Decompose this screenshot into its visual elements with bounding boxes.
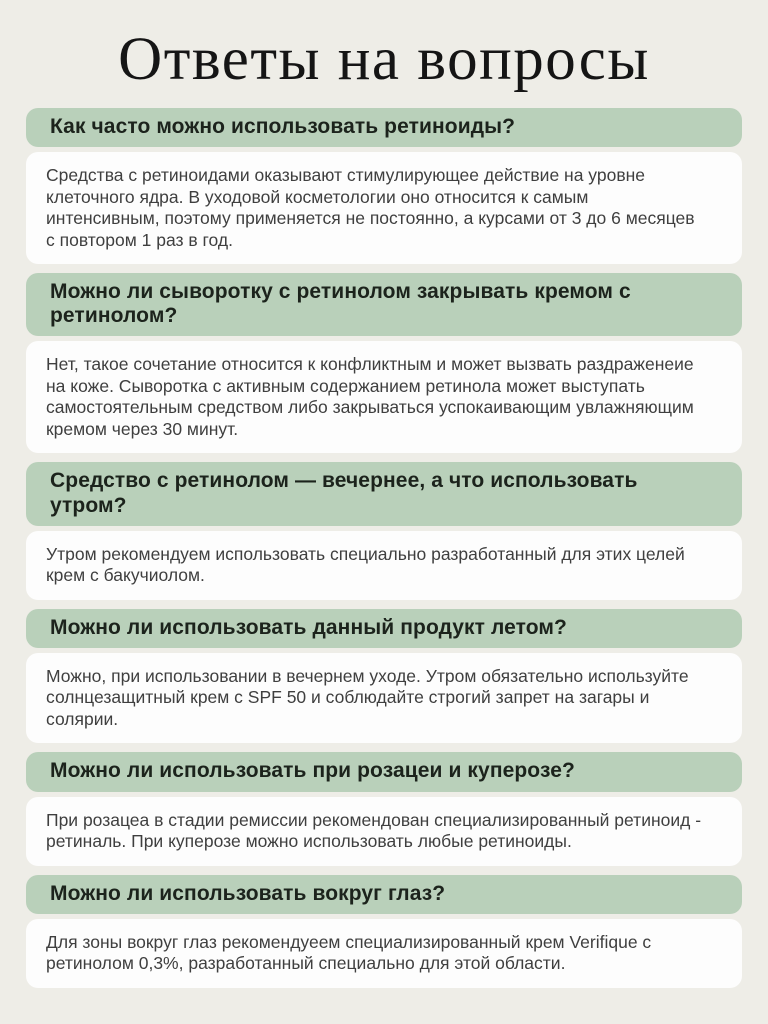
question-bar: Можно ли использовать вокруг глаз? xyxy=(26,875,742,914)
question-bar: Можно ли сыворотку с ретинолом закрывать кремом с ретинолом? xyxy=(26,273,742,336)
faq-item xyxy=(26,752,742,874)
faq-item xyxy=(26,875,742,997)
faq-item xyxy=(26,273,742,462)
faq-item xyxy=(26,108,742,273)
answer-card: Можно, при использовании в вечернем уходе. Утром обязательно используйте солнцезащитный крем с SPF 50 и соблюдайте строгий запрет на загары и солярии. xyxy=(26,653,742,744)
question-bar: Средство с ретинолом — вечернее, а что использовать утром? xyxy=(26,462,742,525)
faq-item xyxy=(26,462,742,608)
answer-card: Утром рекомендуем использовать специально разработанный для этих целей крем с бакучиолом. xyxy=(26,531,742,600)
question-bar: Можно ли использовать данный продукт летом? xyxy=(26,609,742,648)
question-bar: Можно ли использовать при розацеи и куперозе? xyxy=(26,752,742,791)
faq-list xyxy=(0,108,768,997)
page-title: Ответы на вопросы xyxy=(118,26,650,93)
answer-card: Для зоны вокруг глаз рекомендуеем специализированный крем Verifique с ретинолом 0,3%, разработанный специально для этой области. xyxy=(26,919,742,988)
faq-item xyxy=(26,609,742,753)
answer-card: Средства с ретиноидами оказывают стимулирующее действие на уровне клеточного ядра. В уходовой косметологии оно относится к самым интенсивным, поэтому применяется не постоянно, а курсами от 3 до 6 месяцев с повтором 1 раз в год. xyxy=(26,152,742,264)
answer-card: При розацеа в стадии ремиссии рекомендован специализированный ретиноид - ретиналь. При куперозе можно использовать любые ретиноиды. xyxy=(26,797,742,866)
question-bar: Как часто можно использовать ретиноиды? xyxy=(26,108,742,147)
answer-card: Нет, такое сочетание относится к конфликтным и может вызвать раздраженеие на коже. Сыворотка с активным содержанием ретинола может выступать самостоятельным средством либо закрываться успокаивающим увлажняющим кремом через 30 минут. xyxy=(26,341,742,453)
